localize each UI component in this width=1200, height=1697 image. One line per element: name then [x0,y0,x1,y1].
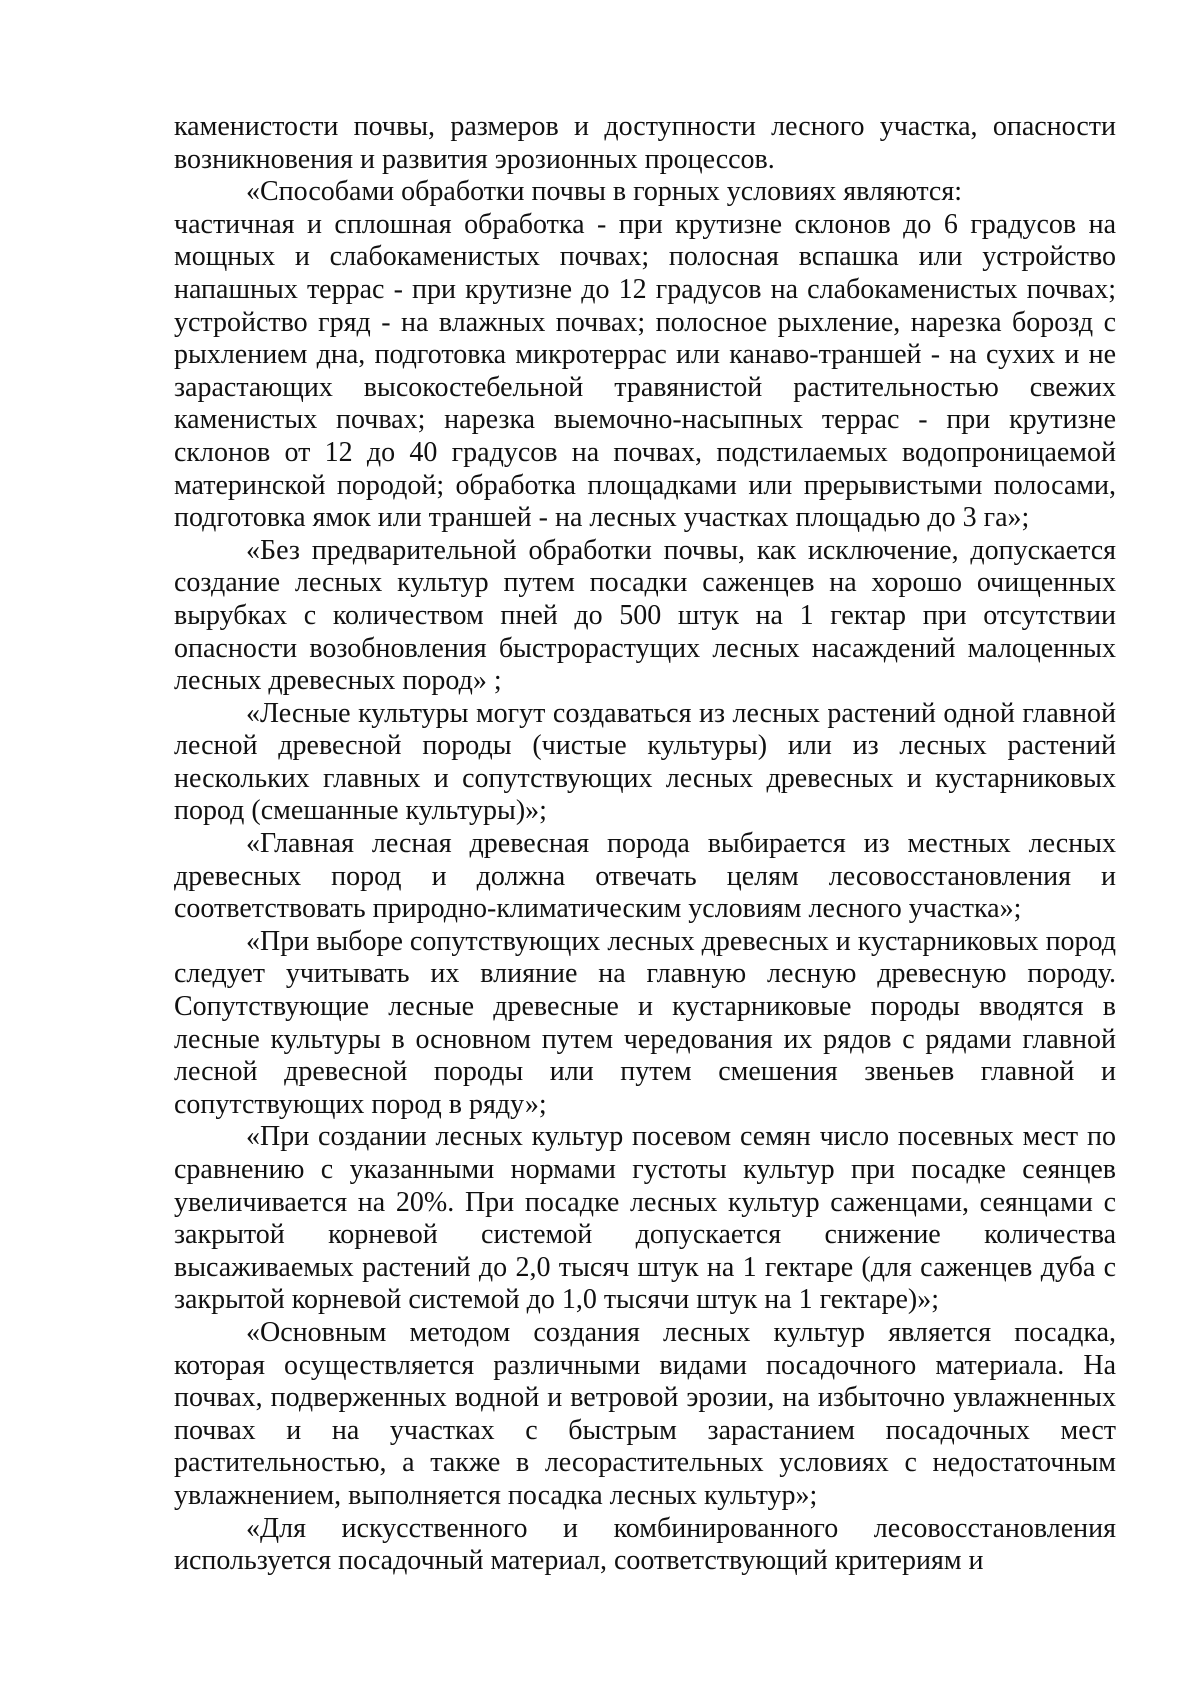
paragraph-4: «Без предварительной обработки почвы, как исключение, допускается создание лесных культур путем посадки саженцев на хорошо очищенных вырубках с количеством пней до 500 штук на 1 гектар при отсутствии опасности возобновления быстрорастущих лесных насаждений малоценных лесных древесных пород» ; [174,534,1116,697]
paragraph-2: «Способами обработки почвы в горных условиях являются: [246,176,962,208]
paragraph-7: «При выборе сопутствующих лесных древесных и кустарниковых пород следует учитывать их влияние на главную лесную древесную породу. Сопутствующие лесные древесные и кустарниковые породы вводятся в лесные культуры в основном путем чередования их рядов с рядами главной лесной древесной породы или путем смешения звеньев главной и сопутствующих пород в ряду»; [174,925,1116,1120]
paragraph-6: «Главная лесная древесная порода выбирается из местных лесных древесных пород и должна отвечать целям лесовосстановления и соответствовать природно-климатическим условиям лесного участка»; [174,828,1116,925]
paragraph-1: каменистости почвы, размеров и доступности лесного участка, опасности возникновения и развития эрозионных процессов. [174,111,1116,175]
paragraph-10: «Для искусственного и комбинированного лесовосстановления используется посадочный материал, соответствующий критериям и [174,1512,1116,1577]
paragraph-3: частичная и сплошная обработка - при крутизне склонов до 6 градусов на мощных и слабокаменистых почвах; полосная вспашка или устройство напашных террас - при крутизне до 12 градусов на слабокаменистых почвах; устройство гряд - на влажных почвах; полосное рыхление, нарезка борозд с рыхлением дна, подготовка микротеррас или канаво-траншей - на сухих и не зарастающих высокостебельной травянистой растительностью свежих каменистых почвах; нарезка выемочно-насыпных террас - при крутизне склонов от 12 до 40 градусов на почвах, подстилаемых водопроницаемой материнской породой; обработка площадками или прерывистыми полосами, подготовка ямок или траншей - на лесных участках площадью до 3 га»; [174,208,1116,534]
document-page [174,111,1116,1578]
paragraph-5: «Лесные культуры могут создаваться из лесных растений одной главной лесной древесной породы (чистые культуры) или из лесных растений нескольких главных и сопутствующих лесных древесных и кустарниковых пород (смешанные культуры)»; [174,697,1116,827]
paragraph-8: «При создании лесных культур посевом семян число посевных мест по сравнению с указанными нормами густоты культур при посадке сеянцев увеличивается на 20%. При посадке лесных культур саженцами, сеянцами с закрытой корневой системой допускается снижение количества высаживаемых растений до 2,0 тысяч штук на 1 гектаре (для саженцев дуба с закрытой корневой системой до 1,0 тысячи штук на 1 гектаре)»; [174,1121,1116,1316]
paragraph-9: «Основным методом создания лесных культур является посадка, которая осуществляется различными видами посадочного материала. На почвах, подверженных водной и ветровой эрозии, на избыточно увлажненных почвах и на участках с быстрым зарастанием посадочных мест растительностью, а также в лесорастительных условиях с недостаточным увлажнением, выполняется посадка лесных культур»; [174,1316,1116,1511]
